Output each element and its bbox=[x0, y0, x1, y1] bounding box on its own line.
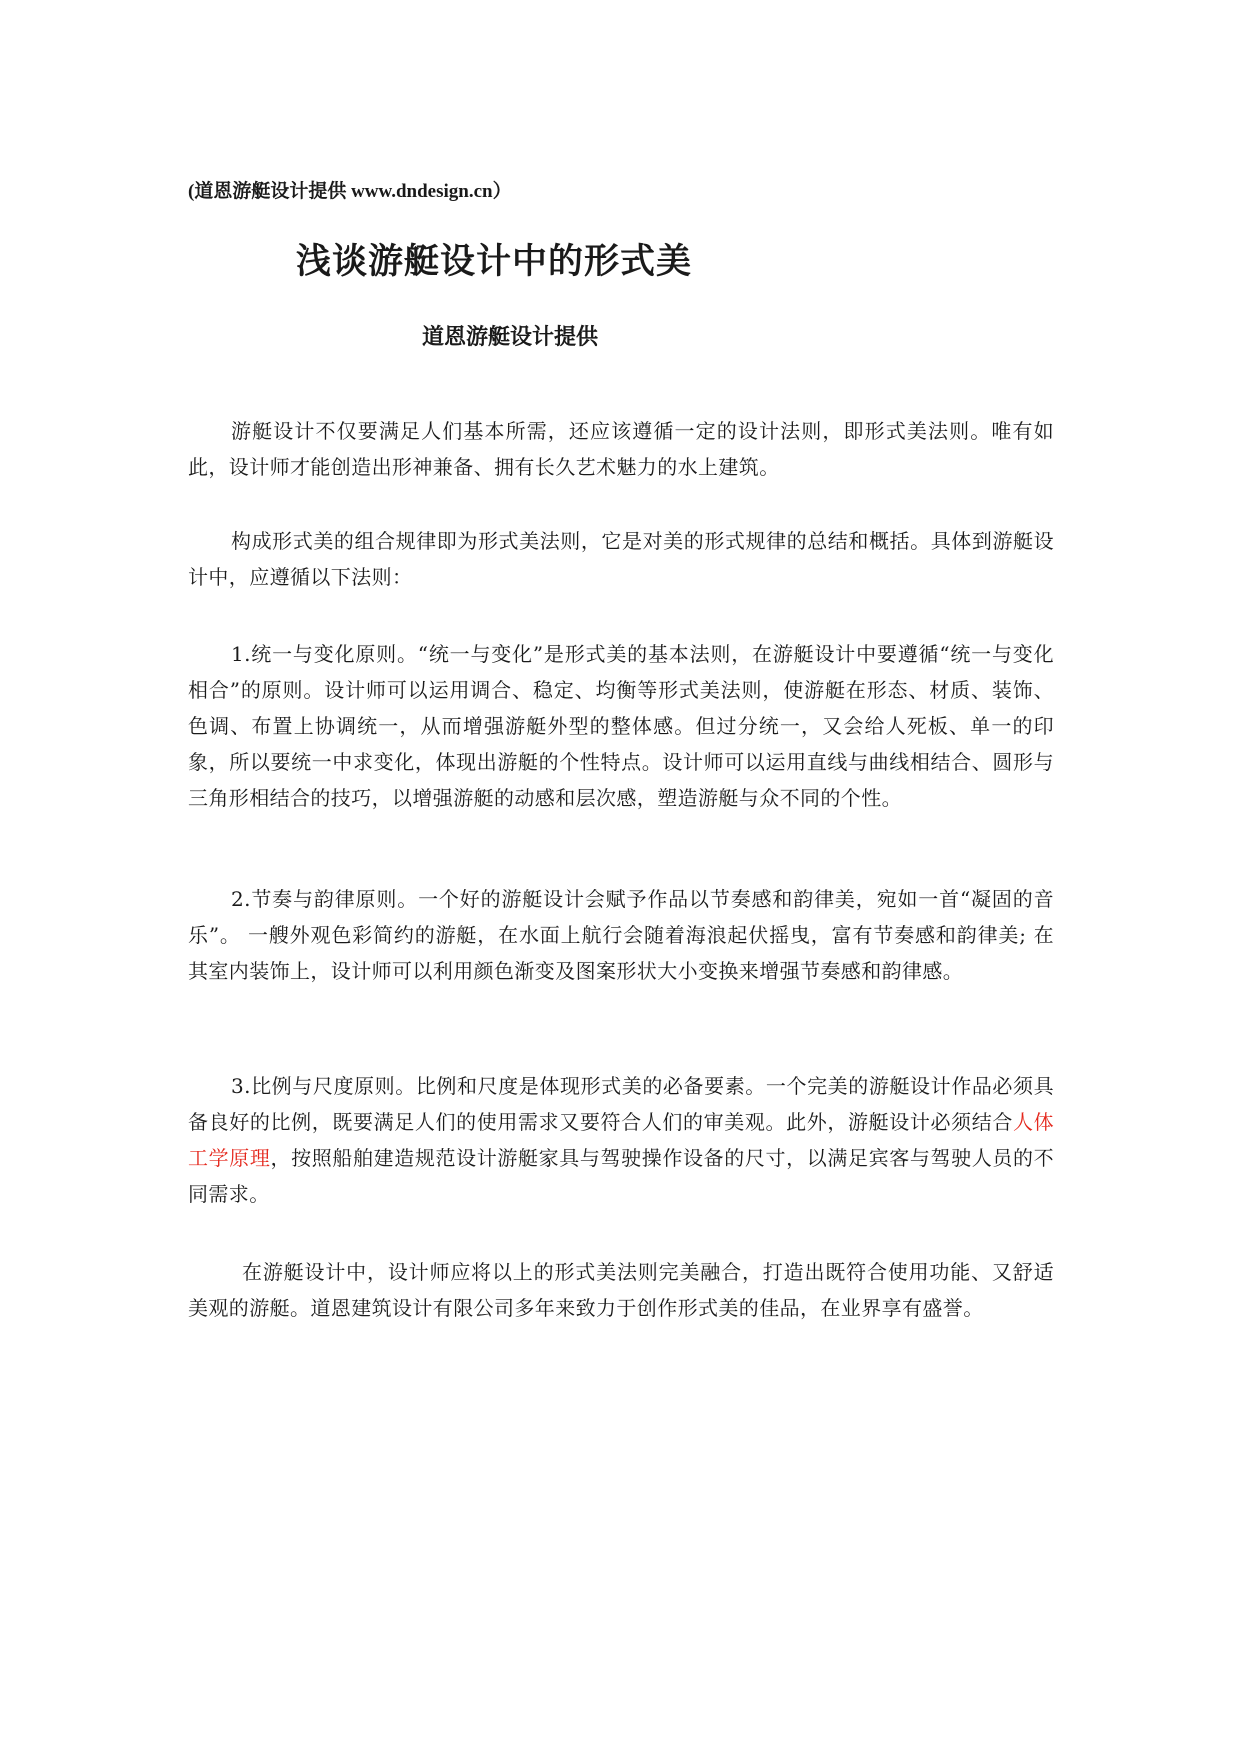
source-credit-line: (道恩游艇设计提供 www.dndesign.cn） bbox=[188, 181, 512, 202]
paragraph-proportion bbox=[188, 1068, 1054, 1212]
document-title: 浅谈游艇设计中的形式美 bbox=[296, 242, 693, 282]
paragraph-proportion-text-after: ，按照船舶建造规范设计游艇家具与驾驶操作设备的尺寸，以满足宾客与驾驶人员的不同需求。 bbox=[188, 1146, 1054, 1206]
paragraph-conclusion: 在游艇设计中，设计师应将以上的形式美法则完美融合，打造出既符合使用功能、又舒适美观的游艇。道恩建筑设计有限公司多年来致力于创作形式美的佳品，在业界享有盛誉。 bbox=[188, 1260, 1054, 1320]
paragraph-rules-overview: 构成形式美的组合规律即为形式美法则，它是对美的形式规律的总结和概括。具体到游艇设计中，应遵循以下法则： bbox=[188, 529, 1054, 589]
document-subtitle: 道恩游艇设计提供 bbox=[422, 325, 599, 350]
ergonomics-link[interactable]: 人体工学原理 bbox=[188, 1110, 1054, 1170]
paragraph-proportion-text-before: 3.比例与尺度原则。比例和尺度是体现形式美的必备要素。一个完美的游艇设计作品必须具备良好的比例，既要满足人们的使用需求又要符合人们的审美观。此外，游艇设计必须结合 bbox=[188, 1074, 1054, 1134]
paragraph-intro: 游艇设计不仅要满足人们基本所需，还应该遵循一定的设计法则，即形式美法则。唯有如此，设计师才能创造出形神兼备、拥有长久艺术魅力的水上建筑。 bbox=[188, 419, 1054, 479]
paragraph-rhythm: 2.节奏与韵律原则。一个好的游艇设计会赋予作品以节奏感和韵律美，宛如一首“凝固的音乐”。 一艘外观色彩简约的游艇，在水面上航行会随着海浪起伏摇曳，富有节奏感和韵律美; 在其室内装饰上，设计师可以利用颜色渐变及图案形状大小变换来增强节奏感和韵律感。 bbox=[188, 887, 1054, 983]
paragraph-unity-variation: 1.统一与变化原则。“统一与变化”是形式美的基本法则，在游艇设计中要遵循“统一与变化相合”的原则。设计师可以运用调合、稳定、均衡等形式美法则，使游艇在形态、材质、装饰、色调、布置上协调统一，从而增强游艇外型的整体感。但过分统一，又会给人死板、单一的印象，所以要统一中求变化，体现出游艇的个性特点。设计师可以运用直线与曲线相结合、圆形与三角形相结合的技巧，以增强游艇的动感和层次感，塑造游艇与众不同的个性。 bbox=[188, 642, 1054, 810]
